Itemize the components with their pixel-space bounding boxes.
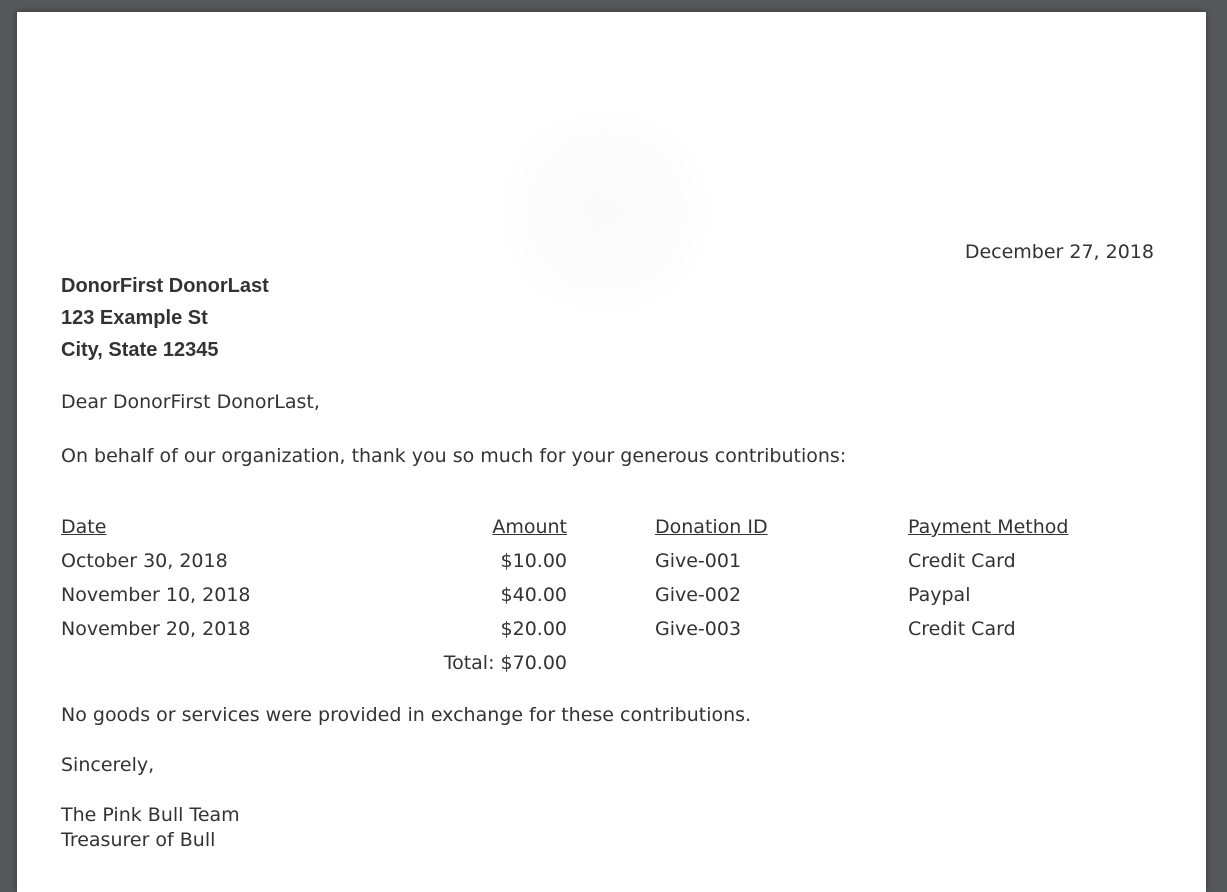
header-amount: Amount bbox=[492, 516, 567, 538]
donation-total: Total: $70.00 bbox=[443, 652, 567, 674]
signature-block bbox=[61, 803, 240, 853]
cell-amount: $40.00 bbox=[500, 584, 567, 606]
cell-donation-id: Give-002 bbox=[655, 584, 742, 606]
letter-page bbox=[17, 12, 1206, 892]
cell-donation-id: Give-001 bbox=[655, 550, 742, 572]
cell-amount: $20.00 bbox=[500, 618, 567, 640]
cell-date: November 10, 2018 bbox=[61, 584, 251, 606]
donor-address bbox=[61, 270, 269, 366]
faded-logo-watermark bbox=[495, 112, 717, 312]
cell-amount: $10.00 bbox=[500, 550, 567, 572]
letter-date: December 27, 2018 bbox=[964, 241, 1154, 263]
intro-text: On behalf of our organization, thank you so much for your generous contributions: bbox=[61, 445, 847, 467]
cell-donation-id: Give-003 bbox=[655, 618, 742, 640]
header-date: Date bbox=[61, 516, 107, 538]
header-donation-id: Donation ID bbox=[655, 516, 768, 538]
header-payment-method: Payment Method bbox=[908, 516, 1069, 538]
donor-street: 123 Example St bbox=[61, 307, 208, 329]
signature-title: Treasurer of Bull bbox=[61, 829, 216, 851]
table-row bbox=[61, 572, 1108, 606]
donations-table bbox=[61, 504, 1108, 674]
signature-team: The Pink Bull Team bbox=[61, 804, 240, 826]
cell-payment-method: Credit Card bbox=[908, 550, 1016, 572]
table-row bbox=[61, 538, 1108, 572]
cell-payment-method: Credit Card bbox=[908, 618, 1016, 640]
donor-city-state: City, State 12345 bbox=[61, 339, 219, 361]
cell-date: October 30, 2018 bbox=[61, 550, 228, 572]
closing: Sincerely, bbox=[61, 754, 155, 776]
table-header-row bbox=[61, 504, 1108, 538]
cell-payment-method: Paypal bbox=[908, 584, 971, 606]
donor-name: DonorFirst DonorLast bbox=[61, 275, 269, 297]
greeting: Dear DonorFirst DonorLast, bbox=[61, 391, 320, 413]
total-row bbox=[61, 640, 1108, 674]
cell-date: November 20, 2018 bbox=[61, 618, 251, 640]
no-goods-note: No goods or services were provided in exchange for these contributions. bbox=[61, 704, 752, 726]
table-row bbox=[61, 606, 1108, 640]
